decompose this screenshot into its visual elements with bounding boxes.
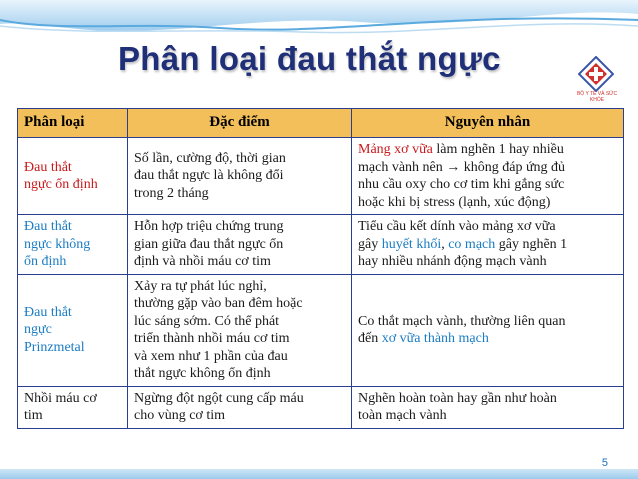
type-line: ngực ổn định <box>24 177 98 192</box>
type-line: tim <box>24 408 43 423</box>
cause-highlight-thrombus: huyết khối <box>381 236 442 252</box>
cause-highlight-vasoconstriction: co mạch <box>448 236 496 252</box>
cause-line: Co thắt mạch vành, thường liên quan <box>358 313 566 329</box>
row-causes <box>352 274 624 386</box>
table-header-row <box>18 109 624 138</box>
features-line: và xem như 1 phần của đau <box>134 348 288 364</box>
cause-line: toàn mạch vành <box>358 408 447 423</box>
features-line: gian giữa đau thắt ngực ổn <box>134 236 284 252</box>
table-row <box>18 138 624 215</box>
cause-line: Tiểu cầu kết dính vào mảng xơ vữa <box>358 219 556 234</box>
table-row <box>18 386 624 428</box>
header-causes: Nguyên nhân <box>352 109 624 138</box>
features-line: đau thắt ngực là không đổi <box>134 168 284 184</box>
row-type-prinzmetal <box>18 274 128 386</box>
features-line: thắt ngực không ổn định <box>134 366 271 381</box>
cause-line: hay nhiều nhánh động mạch vành <box>358 254 547 269</box>
features-line: Số lần, cường độ, thời gian <box>134 150 286 166</box>
features-line: trong 2 tháng <box>134 185 209 201</box>
type-line: Prinzmetal <box>24 339 85 355</box>
row-type-stable-angina <box>18 138 128 215</box>
features-line: thường gặp vào ban đêm hoặc <box>134 296 303 311</box>
row-features <box>128 138 352 215</box>
cause-highlight: Mảng xơ vữa <box>358 142 433 157</box>
cause-highlight-atherosclerosis: xơ vữa thành mạch <box>381 331 489 346</box>
table-row <box>18 274 624 386</box>
row-features <box>128 386 352 428</box>
angina-classification-table <box>17 108 624 429</box>
cause-text: gây nghẽn 1 <box>495 236 568 252</box>
type-line: ngực không <box>24 236 91 252</box>
cause-line: hoặc khi bị stress (lạnh, xúc động) <box>358 194 551 210</box>
features-line: Hỗn hợp triệu chứng trung <box>134 219 284 234</box>
type-line: ngực <box>24 322 52 338</box>
cause-line: mạch vành nên → không đáp ứng đủ <box>358 159 566 175</box>
type-line: Đau thắt <box>24 159 72 175</box>
features-line: cho vùng cơ tim <box>134 408 225 423</box>
cause-text: , <box>441 236 449 252</box>
cause-text: đến <box>358 331 382 346</box>
type-line: ổn định <box>24 254 67 269</box>
table-row <box>18 215 624 275</box>
header-classification: Phân loại <box>18 109 128 138</box>
slide-title: Phân loại đau thắt ngực <box>118 40 501 77</box>
header-features: Đặc điểm <box>128 109 352 138</box>
row-features <box>128 215 352 275</box>
page-number: 5 <box>601 457 608 469</box>
features-line: triển thành nhồi máu cơ tim <box>134 331 290 346</box>
row-causes <box>352 386 624 428</box>
features-line: Ngừng đột ngột cung cấp máu <box>134 390 304 406</box>
row-causes: Mảng xơ vữa làm nghẽn 1 hay nhiều mạch vành nên → không đáp ứng đủ nhu cầu oxy cho cơ tim khi gắng sức hoặc khi bị stress (lạnh, xúc động) <box>352 138 624 215</box>
features-line: lúc sáng sớm. Có thể phát <box>134 313 280 329</box>
features-line: Xảy ra tự phát lúc nghỉ, <box>134 278 267 294</box>
decorative-footer-bar <box>0 469 638 479</box>
type-line: Đau thắt <box>24 304 72 320</box>
hospital-logo-icon <box>578 56 614 92</box>
cause-line: Nghẽn hoàn toàn hay gần như hoàn <box>358 390 557 406</box>
cause-text: gây <box>358 236 382 252</box>
type-line: Đau thắt <box>24 219 72 234</box>
logo-caption: BỘ Y TẾ VÀ SỨC KHỎE <box>576 91 618 103</box>
row-causes <box>352 215 624 275</box>
decorative-wave-header <box>0 0 638 38</box>
row-type-unstable-angina <box>18 215 128 275</box>
cause-line: nhu cầu oxy cho cơ tim khi gắng sức <box>358 177 565 192</box>
row-type-myocardial-infarction <box>18 386 128 428</box>
type-line: Nhồi máu cơ <box>24 390 97 406</box>
row-features <box>128 274 352 386</box>
features-line: định và nhồi máu cơ tim <box>134 254 271 269</box>
